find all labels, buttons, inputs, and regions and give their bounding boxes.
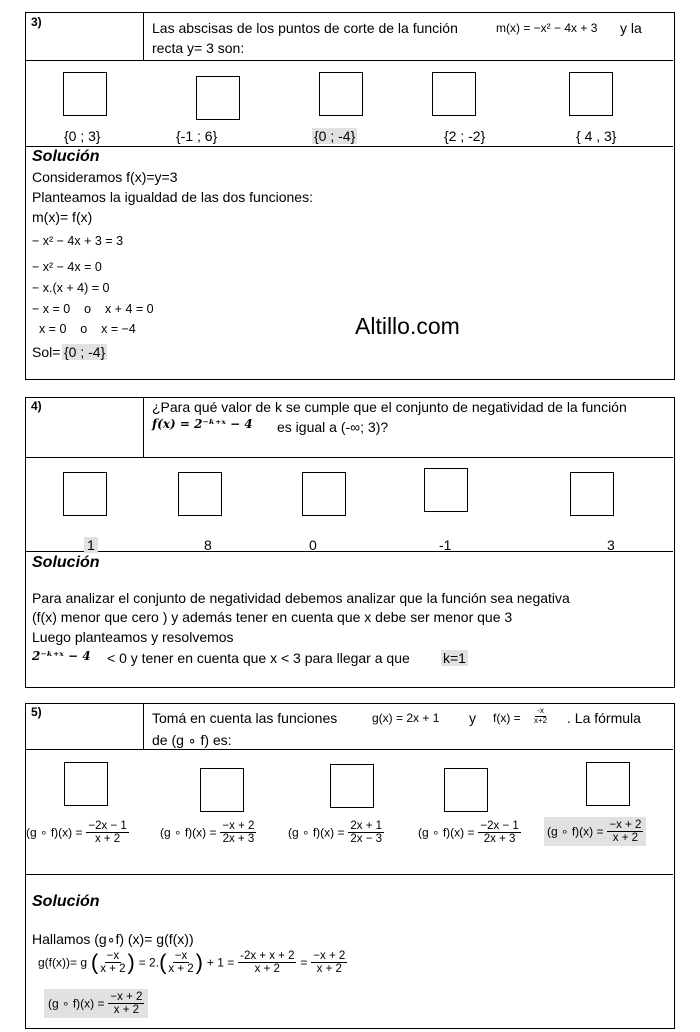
q3-solution-line-1: Consideramos f(x)=y=3 bbox=[32, 169, 178, 185]
q3-math-line-2: − x² − 4x = 0 bbox=[32, 260, 102, 274]
q5-option-4-label: (g ∘ f)(x) = $\frac{-2x - 1}{2x + 3}$ bbox=[418, 820, 519, 846]
q5-f-lhs: f(x) = bbox=[493, 711, 521, 725]
q4-option-3-checkbox[interactable] bbox=[302, 472, 346, 516]
q4-option-4-label: -1 bbox=[439, 537, 452, 553]
q5-option-3-label: (g ∘ f)(x) = $\frac{2x + 1}{2x - 3}$ bbox=[288, 820, 383, 846]
q3-math-line-1: − x² − 4x + 3 = 3 bbox=[32, 234, 124, 248]
q3-sol-answer: {0 ; -4} bbox=[64, 344, 106, 360]
q4-solution-line-3: Luego planteamos y resolvemos bbox=[32, 629, 234, 645]
q3-option-1-label: {0 ; 3} bbox=[64, 128, 101, 144]
q4-solution-title: Solución bbox=[32, 554, 100, 571]
q5-option-5-label: (g ∘ f)(x) = $\frac{-x + 2}{x + 2}$ bbox=[544, 817, 646, 846]
q3-option-2-checkbox[interactable] bbox=[196, 76, 240, 120]
q5-option-2-label: (g ∘ f)(x) = $\frac{-x + 2}{2x + 3}$ bbox=[160, 820, 255, 846]
q3-solution-line-3: m(x)= f(x) bbox=[32, 209, 93, 225]
q3-option-3-label: {0 ; -4} bbox=[314, 128, 356, 144]
q3-math-line-4: − x = 0 o x + 4 = 0 bbox=[32, 302, 154, 316]
q4-function: f(x) = 2⁻ᵏ⁺ˣ − 4 bbox=[152, 417, 253, 431]
q4-question-tail: es igual a (-∞; 3)? bbox=[277, 419, 389, 435]
q3-option-5-checkbox[interactable] bbox=[569, 72, 613, 116]
q3-solution-line-2: Planteamos la igualdad de las dos funciones: bbox=[32, 189, 313, 205]
q4-question-line1: ¿Para qué valor de k se cumple que el conjunto de negatividad de la función bbox=[152, 399, 627, 415]
q4-answer: k=1 bbox=[443, 650, 466, 666]
q4-solution-line-1: Para analizar el conjunto de negatividad debemos analizar que la función sea negativa bbox=[32, 590, 570, 606]
q5-f-num: -x bbox=[537, 706, 544, 716]
q3-sol-label: Sol= bbox=[32, 344, 61, 360]
q4-option-5-checkbox[interactable] bbox=[570, 472, 614, 516]
q5-solution-title: Solución bbox=[32, 893, 100, 910]
q5-number: 5) bbox=[31, 705, 42, 719]
q5-frame bbox=[25, 703, 675, 1029]
q4-solution-line-2: (f(x) menor que cero ) y además tener en cuenta que x debe ser menor que 3 bbox=[32, 609, 513, 625]
q3-question-tail: y la bbox=[620, 20, 642, 36]
q3-option-4-checkbox[interactable] bbox=[432, 72, 476, 116]
q5-solution-line: Hallamos (g∘f) (x)= g(f(x)) bbox=[32, 931, 194, 947]
q5-question-line2: de (g ∘ f) es: bbox=[152, 732, 232, 748]
q4-option-2-checkbox[interactable] bbox=[178, 472, 222, 516]
q5-option-1-label: (g ∘ f)(x) = $\frac{-2x - 1}{x + 2}$ bbox=[26, 820, 127, 846]
q4-option-3-label: 0 bbox=[309, 537, 317, 553]
q3-option-1-checkbox[interactable] bbox=[63, 72, 107, 116]
q5-option-1-checkbox[interactable] bbox=[64, 762, 108, 806]
q5-option-3-checkbox[interactable] bbox=[330, 764, 374, 808]
q4-last-text: < 0 y tener en cuenta que x < 3 para llegar a que bbox=[107, 650, 410, 666]
q3-math-line-3: − x.(x + 4) = 0 bbox=[32, 281, 110, 295]
q5-f-den: x+2 bbox=[534, 715, 548, 725]
q4-number: 4) bbox=[31, 399, 42, 413]
q5-option-5-checkbox[interactable] bbox=[586, 762, 630, 806]
q4-option-1-label: 1 bbox=[84, 537, 98, 553]
q5-option-2-checkbox[interactable] bbox=[200, 768, 244, 812]
q3-option-5-label: { 4 , 3} bbox=[576, 128, 617, 144]
q4-last-math: 2⁻ᵏ⁺ˣ − 4 bbox=[32, 649, 91, 663]
q3-option-4-label: {2 ; -2} bbox=[444, 128, 486, 144]
q3-option-3-checkbox[interactable] bbox=[319, 72, 363, 116]
q5-calc-line: g(f(x))= g ( $\frac{-x}{x + 2}$ ) = 2.( $\frac{-x}{x + 2}$ ) + 1 = $\frac{-2x + x + 2}{x + 2}$ = $\frac{-x + 2}{x + 2}$ bbox=[38, 949, 346, 976]
q4-option-2-label: 8 bbox=[204, 537, 212, 553]
q5-question-part1: Tomá en cuenta las funciones bbox=[152, 710, 338, 726]
q4-option-1-checkbox[interactable] bbox=[63, 472, 107, 516]
q3-solution-title: Solución bbox=[32, 148, 100, 165]
q5-f-fraction bbox=[532, 707, 549, 725]
q5-final-answer: (g ∘ f)(x) = $\frac{-x + 2}{x + 2}$ bbox=[44, 989, 148, 1018]
watermark: Altillo.com bbox=[355, 313, 460, 339]
q3-option-2-label: {-1 ; 6} bbox=[176, 128, 218, 144]
q3-math-line-5: x = 0 o x = −4 bbox=[32, 322, 136, 336]
q4-option-5-label: 3 bbox=[607, 537, 615, 553]
q3-question-line1: Las abscisas de los puntos de corte de la función bbox=[152, 20, 458, 36]
q3-question-line2: recta y= 3 son: bbox=[152, 40, 245, 56]
q4-option-4-checkbox[interactable] bbox=[424, 468, 468, 512]
q3-number: 3) bbox=[31, 15, 42, 29]
q5-and: y bbox=[469, 710, 476, 726]
q5-option-4-checkbox[interactable] bbox=[444, 768, 488, 812]
q5-question-part2: . La fórmula bbox=[567, 710, 641, 726]
q5-g-definition: g(x) = 2x + 1 bbox=[372, 711, 440, 725]
q3-function: m(x) = −x² − 4x + 3 bbox=[496, 21, 598, 35]
